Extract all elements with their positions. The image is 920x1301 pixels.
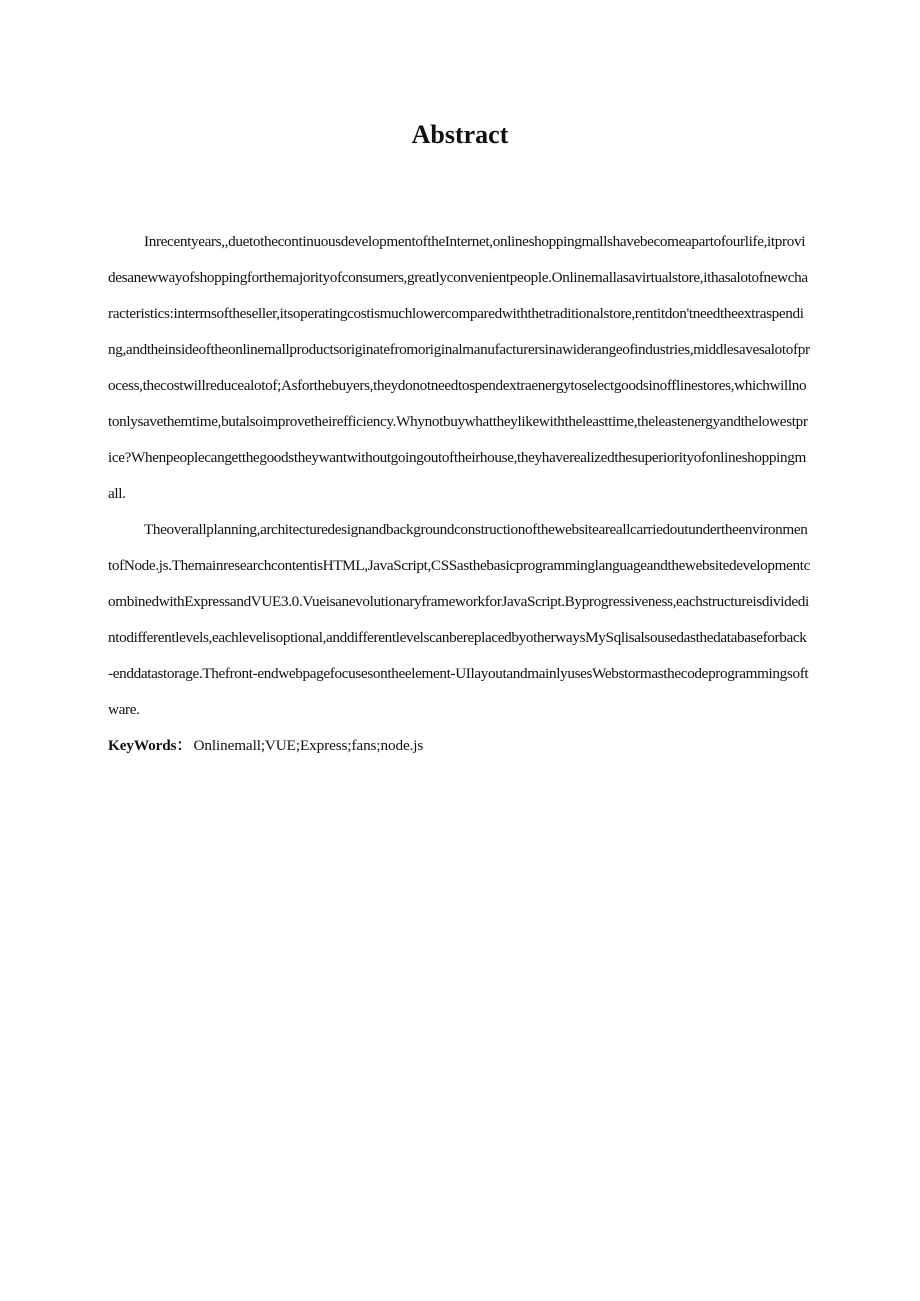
abstract-paragraph-1: Inrecentyears,,duetothecontinuousdevelopmentoftheInternet,onlineshoppingmallshavebecomeapartofourlife,itprovidesanewwayofshoppingforthemajorityofconsumers,greatlyconvenientpeople.Onlinemallasavirtualstore,ithasalotofnewcharacteristics:intermsoftheseller,itsoperatingcostismuchlowercomparedwiththetraditionalstore,rentitdon'tneedtheextraspending,andtheinsideoftheonlinemallproductsoriginatefromoriginalmanufacturersinawiderangeofindustries,middlesavesalotofprocess,thecostwillreducealotof;Asforthebuyers,theydonotneedtospendextraenergytoselectgoodsinofflinestores,whichwillnotonlysavethemtime,butalsoimprovetheirefficiency.Whynotbuywhattheylikewiththeleasttime,theleastenergyandthelowestprice?Whenpeoplecangetthegoodstheywantwithoutgoingoutoftheirhouse,theyhaverealizedthesuperiorityofonlineshoppingmall. — [108, 233, 810, 502]
keywords-label: KeyWords： — [108, 737, 192, 754]
keywords-line — [108, 728, 810, 764]
keywords-values: Onlinemall;VUE;Express;fans;node.js — [193, 737, 424, 754]
abstract-title: Abstract — [411, 120, 509, 149]
abstract-paragraph-2: Theoverallplanning,architecturedesignandbackgroundconstructionofthewebsiteareallcarriedoutundertheenvironmentofNode.js.ThemainresearchcontentisHTML,JavaScript,CSSasthebasicprogramminglanguageandthewebsitedevelopmentcombinedwithExpressandVUE3.0.VueisanevolutionaryframeworkforJavaScript.Byprogressiveness,eachstructureisdividedintodifferentlevels,eachlevelisoptional,anddifferentlevelscanbereplacedbyotherwaysMySqlisalsousedasthedatabaseforback-enddatastorage.Thefront-endwebpagefocusesontheelement-UIlayoutandmainlyusesWebstormasthecodeprogrammingsoftware. — [108, 521, 810, 718]
abstract-body — [108, 224, 810, 764]
